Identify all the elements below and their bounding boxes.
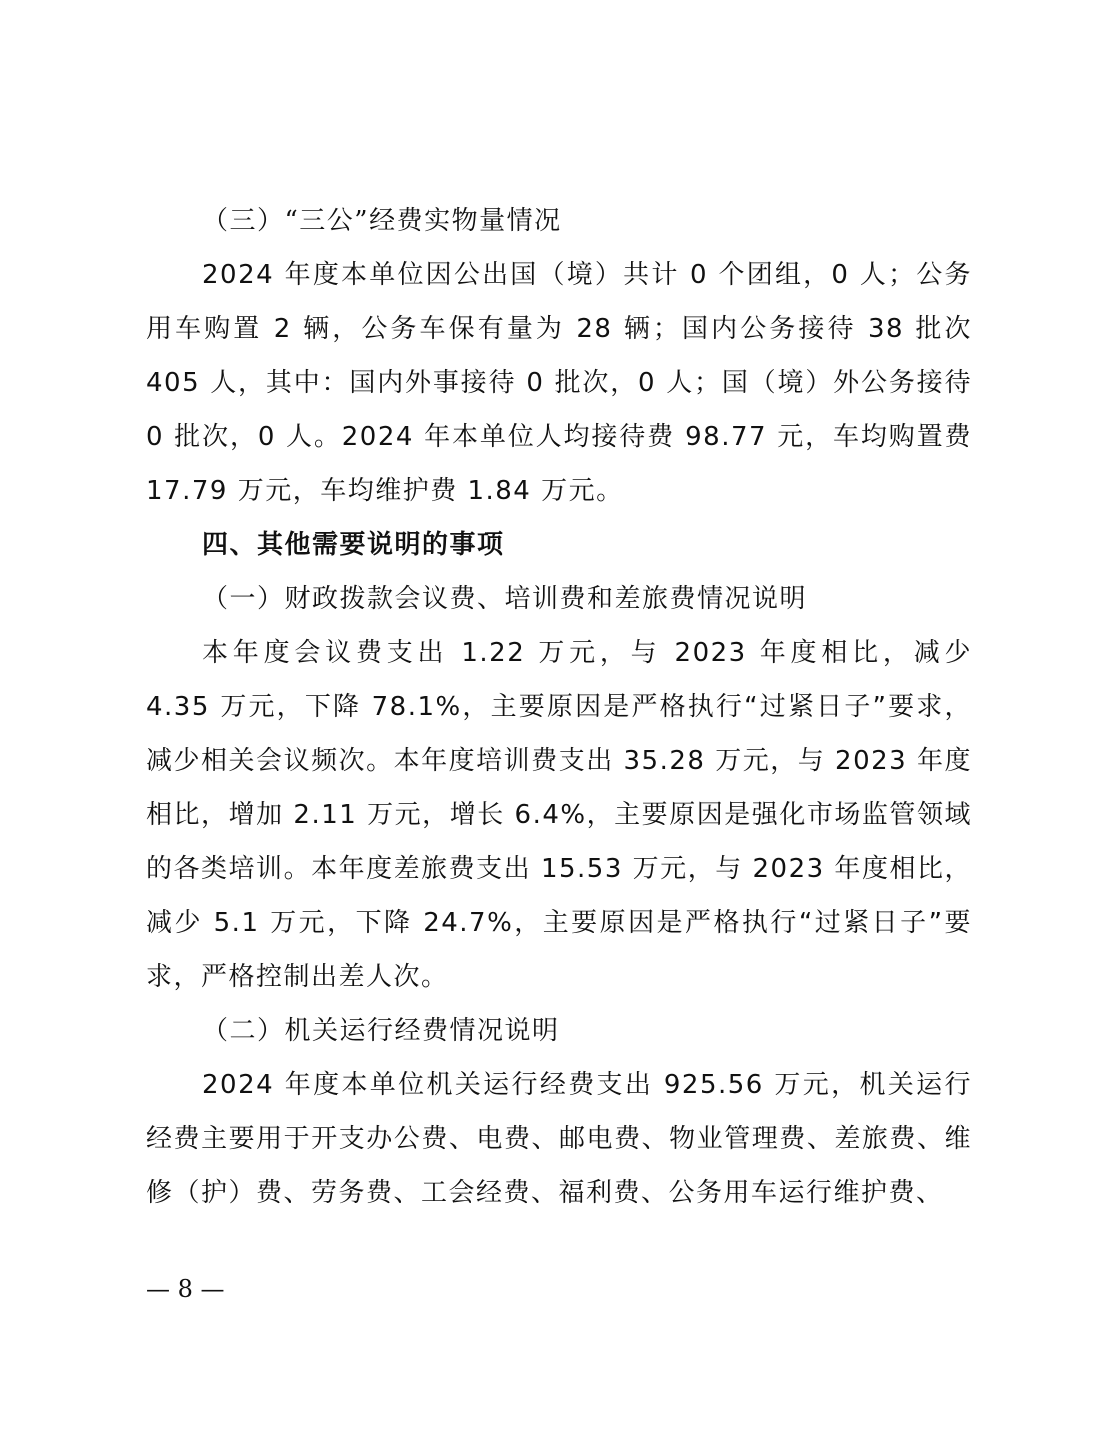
- section-3-paragraph: 2024 年度本单位因公出国（境）共计 0 个团组，0 人；公务用车购置 2 辆，公务车保有量为 28 辆；国内公务接待 38 批次 405 人，其中：国内外事接待 0 批次，0 人；国（境）外公务接待 0 批次，0 人。2024 年本单位人均接待费 98.77 元，车均购置费 17.79 万元，车均维护费 1.84 万元。: [146, 260, 972, 506]
- section-four-heading: 四、其他需要说明的事项: [202, 530, 505, 560]
- document-body: [146, 194, 972, 1220]
- section-3-heading: （三）“三公”经费实物量情况: [202, 206, 562, 236]
- subsection-1-heading: （一）财政拨款会议费、培训费和差旅费情况说明: [202, 584, 808, 614]
- page-number: — 8 —: [146, 1275, 225, 1303]
- subsection-2-heading: （二）机关运行经费情况说明: [202, 1016, 560, 1046]
- subsection-2-paragraph: 2024 年度本单位机关运行经费支出 925.56 万元，机关运行经费主要用于开支办公费、电费、邮电费、物业管理费、差旅费、维修（护）费、劳务费、工会经费、福利费、公务用车运行维护费、: [146, 1070, 972, 1208]
- subsection-1-paragraph: 本年度会议费支出 1.22 万元，与 2023 年度相比，减少 4.35 万元，下降 78.1%，主要原因是严格执行“过紧日子”要求，减少相关会议频次。本年度培训费支出 35.28 万元，与 2023 年度相比，增加 2.11 万元，增长 6.4%，主要原因是强化市场监管领域的各类培训。本年度差旅费支出 15.53 万元，与 2023 年度相比，减少 5.1 万元，下降 24.7%，主要原因是严格执行“过紧日子”要求，严格控制出差人次。: [146, 638, 972, 992]
